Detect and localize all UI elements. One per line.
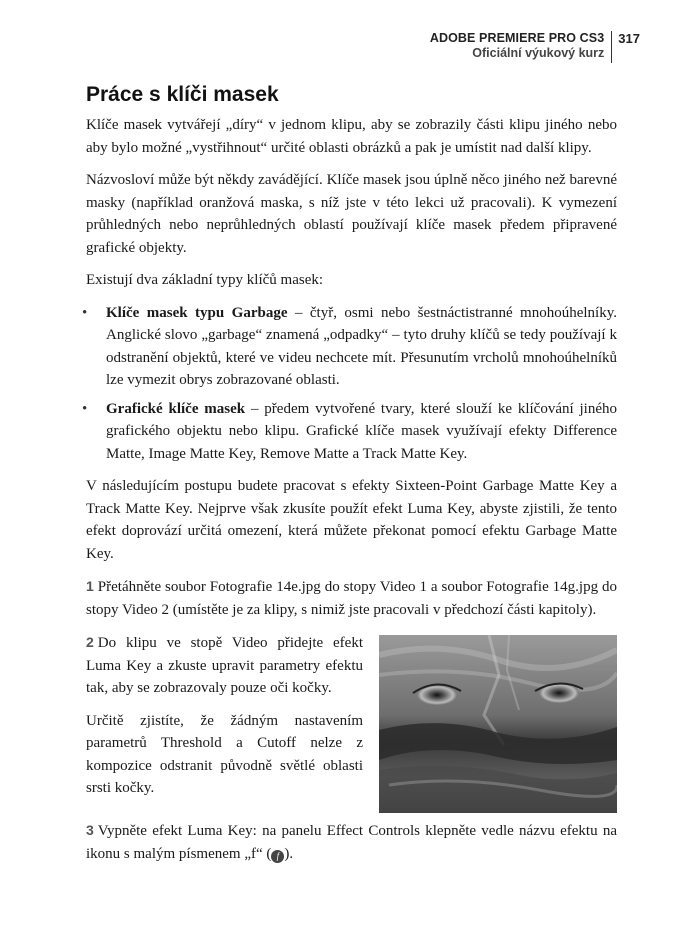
step-number: 2 — [86, 634, 94, 650]
types-intro: Existují dva základní typy klíčů masek: — [86, 272, 324, 288]
step-text-end: ). — [284, 845, 294, 862]
step-number: 1 — [86, 578, 94, 594]
procedure-paragraph: V následujícím postupu budete pracovat s efekty Sixteen-Point Garbage Matte Key a Track Matte Key. Nejprve však zkusíte použít efekt Luma Key, abyste zjistili, že tento efekt doprovází určitá omezení, která můžete překonat pomocí efektu Garbage Matte Key. — [86, 478, 617, 562]
step-2-note: Určitě zjistíte, že žádným nastavením parametrů Threshold a Cutoff nelze z kompozice odstranit původně světlé oblasti srsti kočky. — [86, 712, 363, 796]
bullet-text: – čtyř, osmi nebo šestnáctistranné mnohoúhelníky. Anglické slovo „garbage“ znamená „odpadky“ – tyto druhy klíčů se tedy používají k odstranění objektů, které ve videu nechcete mít. Přesunutím vrcholů mnohoúhelníků lze vymezit obrys zobrazované oblasti. — [106, 304, 617, 388]
step-1 — [86, 575, 617, 621]
section-heading: Práce s klíči masek — [86, 83, 279, 106]
bullet-term: Grafické klíče masek — [106, 400, 246, 417]
step-text: Přetáhněte soubor Fotografie 14e.jpg do stopy Video 1 a soubor Fotografie 14g.jpg do stopy Video 2 (umístěte je za klipy, s nimiž jste pracovali v předchozí části kapitoly). — [86, 579, 617, 618]
header-text — [430, 31, 611, 61]
cat-eyes-image — [379, 635, 617, 813]
list-item — [82, 302, 617, 392]
page-number: 317 — [611, 31, 640, 63]
book-subtitle: Oficiální výukový kurz — [472, 46, 605, 60]
bullet-icon: • — [82, 304, 88, 321]
book-title: ADOBE PREMIERE PRO CS3 — [429, 31, 605, 45]
intro-paragraph: Klíče masek vytvářejí „díry“ v jednom klipu, aby se zobrazily části klipu jiného nebo aby bylo možné „vystřihnout“ určité oblasti obrázků a pak je umístit nad další klipy. — [86, 117, 617, 156]
effect-toggle-icon: f — [271, 850, 284, 863]
cat-eyes-picture — [379, 635, 617, 813]
step-text: Vypněte efekt Luma Key: na panelu Effect Controls klepněte vedle názvu efektu na ikonu s malým písmenem „f“ ( — [86, 823, 617, 862]
step-text: Do klipu ve stopě Video přidejte efekt Luma Key a zkuste upravit parametry efektu tak, aby se zobrazovaly pouze oči kočky. — [86, 635, 363, 696]
bullet-icon: • — [82, 400, 88, 417]
list-item — [82, 398, 617, 466]
main-content — [82, 82, 617, 875]
running-header — [430, 31, 640, 63]
step-3 — [86, 819, 617, 865]
terminology-paragraph: Názvosloví může být někdy zavádějící. Klíče masek jsou úplně něco jiného než barevné masky (například oranžová maska, s níž jste v této lekci už pracovali). K vymezení průhledných nebo neprůhledných oblastí používají klíče masek předem připravené grafické objekty. — [86, 172, 617, 256]
step-number: 3 — [86, 822, 94, 838]
bullet-term: Klíče masek typu Garbage — [106, 304, 288, 321]
step-2-block — [86, 631, 617, 819]
bullet-text: – předem vytvořené tvary, které slouží ke klíčování jiného grafického objektu nebo klipu. Grafické klíče masek využívají efekty Difference Matte, Image Matte Key, Remove Matte a Track Matte Key. — [106, 400, 617, 462]
matte-types-list — [82, 302, 617, 466]
